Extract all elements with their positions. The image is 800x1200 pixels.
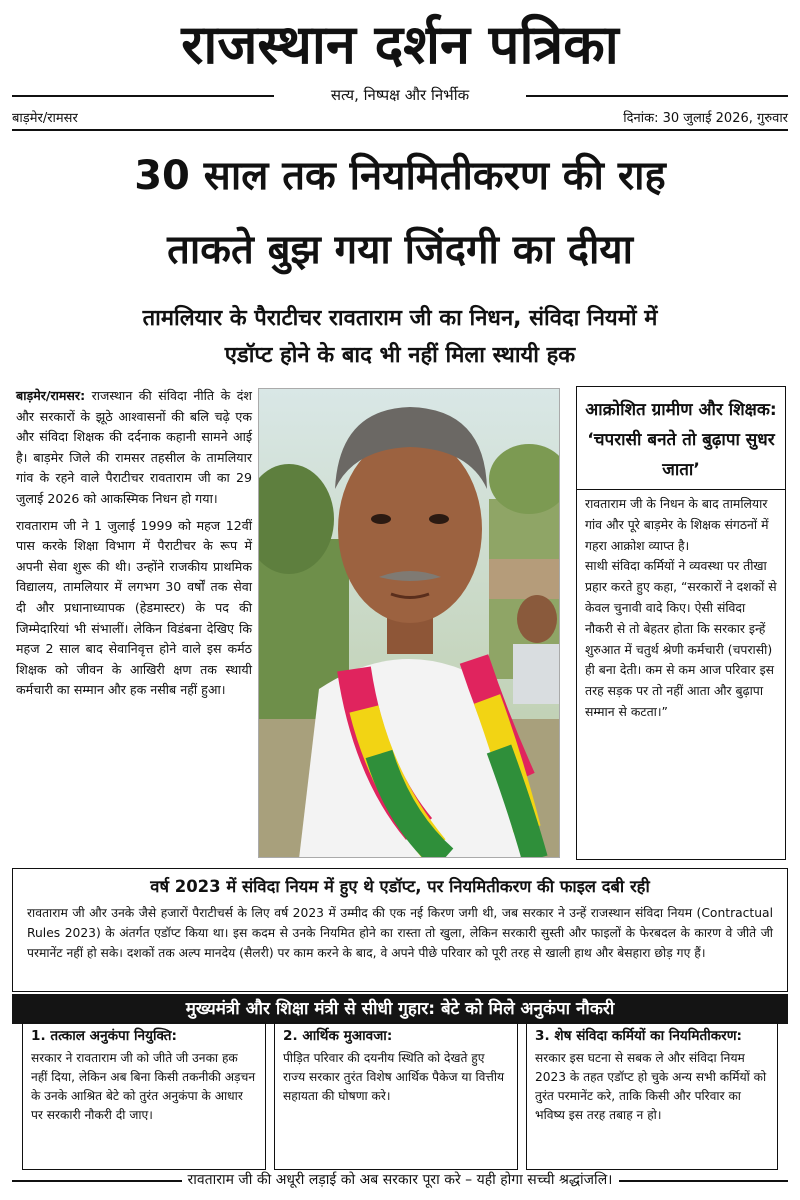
dateline-rule [12, 129, 788, 131]
article-column [16, 386, 252, 707]
demand-box-3 [526, 1022, 778, 1170]
sidebar-box [576, 386, 786, 860]
portrait-photo [258, 388, 560, 858]
article-dateline: बाड़मेर/रामसर: [16, 388, 86, 403]
headline [0, 146, 800, 280]
sidebar-body [577, 490, 785, 727]
sidebar-paragraph-1: रावताराम जी के निधन के बाद तामलियार गांव और पूरे बाड़मेर के शिक्षक संगठनों में गहरा आक्रोश व्याप्त है। [585, 496, 769, 553]
article-lead-text: राजस्थान की संविदा नीति के दंश और सरकारों के झूठे आश्वासनों की बलि चढ़े एक और संविदा शिक्षक की दर्दनाक कहानी सामने आई है। बाड़मेर जिले की रामसर तहसील के तामलियार गांव के रहने वाले पैराटीचर रावताराम जी का 29 जुलाई 2026 को आकस्मिक निधन हो गया। [16, 388, 252, 506]
demand-3-title: 3. शेष संविदा कर्मियों का नियमितीकरण: [535, 1028, 742, 1044]
article-lead-paragraph [16, 386, 252, 510]
demand-box-1 [22, 1022, 266, 1170]
dateline-location: बाड़मेर/रामसर [12, 111, 78, 126]
appeal-banner: मुख्यमंत्री और शिक्षा मंत्री से सीधी गुहार: बेटे को मिले अनुकंपा नौकरी [12, 994, 788, 1024]
masthead-tagline: सत्य, निष्पक्ष और निर्भीक [0, 84, 800, 106]
headline-line-2: ताकते बुझ गया जिंदगी का दीया [167, 227, 633, 273]
demand-1-text: सरकार ने रावताराम जी को जीते जी उनका हक नहीं दिया, लेकिन अब बिना किसी तकनीकी अड़चन के उनके आश्रित बेटे को तुरंत अनुकंपा के आधार पर सरकारी नौकरी दी जाए। [31, 1051, 256, 1122]
masthead-title: राजस्थान दर्शन पत्रिका [181, 13, 619, 76]
regulation-section [12, 868, 788, 992]
regulation-section-title: वर्ष 2023 में संविदा नियम में हुए थे एडॉप्ट, पर नियमितीकरण की फाइल दबी रही [150, 877, 650, 896]
demand-box-2 [274, 1022, 518, 1170]
article-paragraph-2: रावताराम जी ने 1 जुलाई 1999 को महज 12वीं पास करके शिक्षा विभाग में पैराटीचर के रूप में अपनी सेवा शुरू की थी। उन्होंने राजकीय प्राथमिक विद्यालय, तामलियार में लगभग 30 वर्षों तक सेवा दी और प्रधानाध्यापक (हेडमास्टर) के पद की जिम्मेदारियां भी संभालीं। लेकिन विडंबना देखिए कि महज 2 साल बाद सेवानिवृत्त होने वाले इस कर्मठ शिक्षक को जीवन के आखिरी क्षण तक स्थायी कर्मचारी का सम्मान और हक नसीब नहीं हुआ। [16, 517, 252, 698]
portrait-photo-illustration [259, 389, 560, 858]
subheadline [30, 300, 770, 374]
regulation-section-text: रावताराम जी और उनके जैसे हजारों पैराटीचर्स के लिए वर्ष 2023 में उम्मीद की एक नई किरण जगी थी, जब सरकार ने उन्हें राजस्थान संविदा नियम (Contractual Rules 2023) के अंतर्गत एडॉप्ट किया था। इस कदम से उनके नियमित होने का रास्ता तो खुला, लेकिन सरकारी सुस्ती और फाइलों के फेरबदल के कारण वे जीते जी परमानेंट नहीं हो सके। दशकों तक अल्प मानदेय (सैलरी) पर काम करने के बाद, वे अपने पीछे परिवार को पूरी तरह से खाली हाथ और बेसहारा छोड़ गए हैं। [27, 906, 773, 960]
demand-2-title: 2. आर्थिक मुआवजा: [283, 1028, 393, 1044]
dateline-date: दिनांक: 30 जुलाई 2026, गुरुवार [623, 111, 788, 126]
sidebar-title: आक्रोशित ग्रामीण और शिक्षक: ‘चपरासी बनते तो बुढ़ापा सुधर जाता’ [577, 387, 785, 490]
subheadline-line-1: तामलियार के पैराटीचर रावताराम जी का निधन, संविदा नियमों में [142, 306, 658, 331]
headline-line-1: 30 साल तक नियमितीकरण की राह [134, 153, 666, 199]
demand-2-text: पीड़ित परिवार की दयनीय स्थिति को देखते हुए राज्य सरकार तुरंत विशेष आर्थिक पैकेज या वित्तीय सहायता की घोषणा करे। [283, 1051, 505, 1103]
footer-tribute: रावताराम जी की अधूरी लड़ाई को अब सरकार पूरा करे – यही होगा सच्ची श्रद्धांजलि। [0, 1168, 800, 1192]
demand-1-title: 1. तत्काल अनुकंपा नियुक्ति: [31, 1028, 177, 1044]
subheadline-line-2: एडॉप्ट होने के बाद भी नहीं मिला स्थायी हक [224, 343, 576, 368]
sidebar-paragraph-2: साथी संविदा कर्मियों ने व्यवस्था पर तीखा प्रहार करते हुए कहा, “सरकारों ने दशकों से केवल चुनावी वादे किए। ऐसी संविदा नौकरी से तो बेहतर होता कि सरकार इन्हें शुरुआत में चतुर्थ श्रेणी कर्मचारी (चपरासी) ही बना देती। कम से कम आज परिवार इस तरह सड़क पर तो नहीं आता और बुढ़ापा सम्मान से कटता।” [585, 558, 777, 719]
demand-3-text: सरकार इस घटना से सबक ले और संविदा नियम 2023 के तहत एडॉप्ट हो चुके अन्य सभी कर्मियों को तुरंत परमानेंट करे, ताकि किसी और परिवार का भविष्य इस तरह तबाह न हो। [535, 1051, 767, 1122]
